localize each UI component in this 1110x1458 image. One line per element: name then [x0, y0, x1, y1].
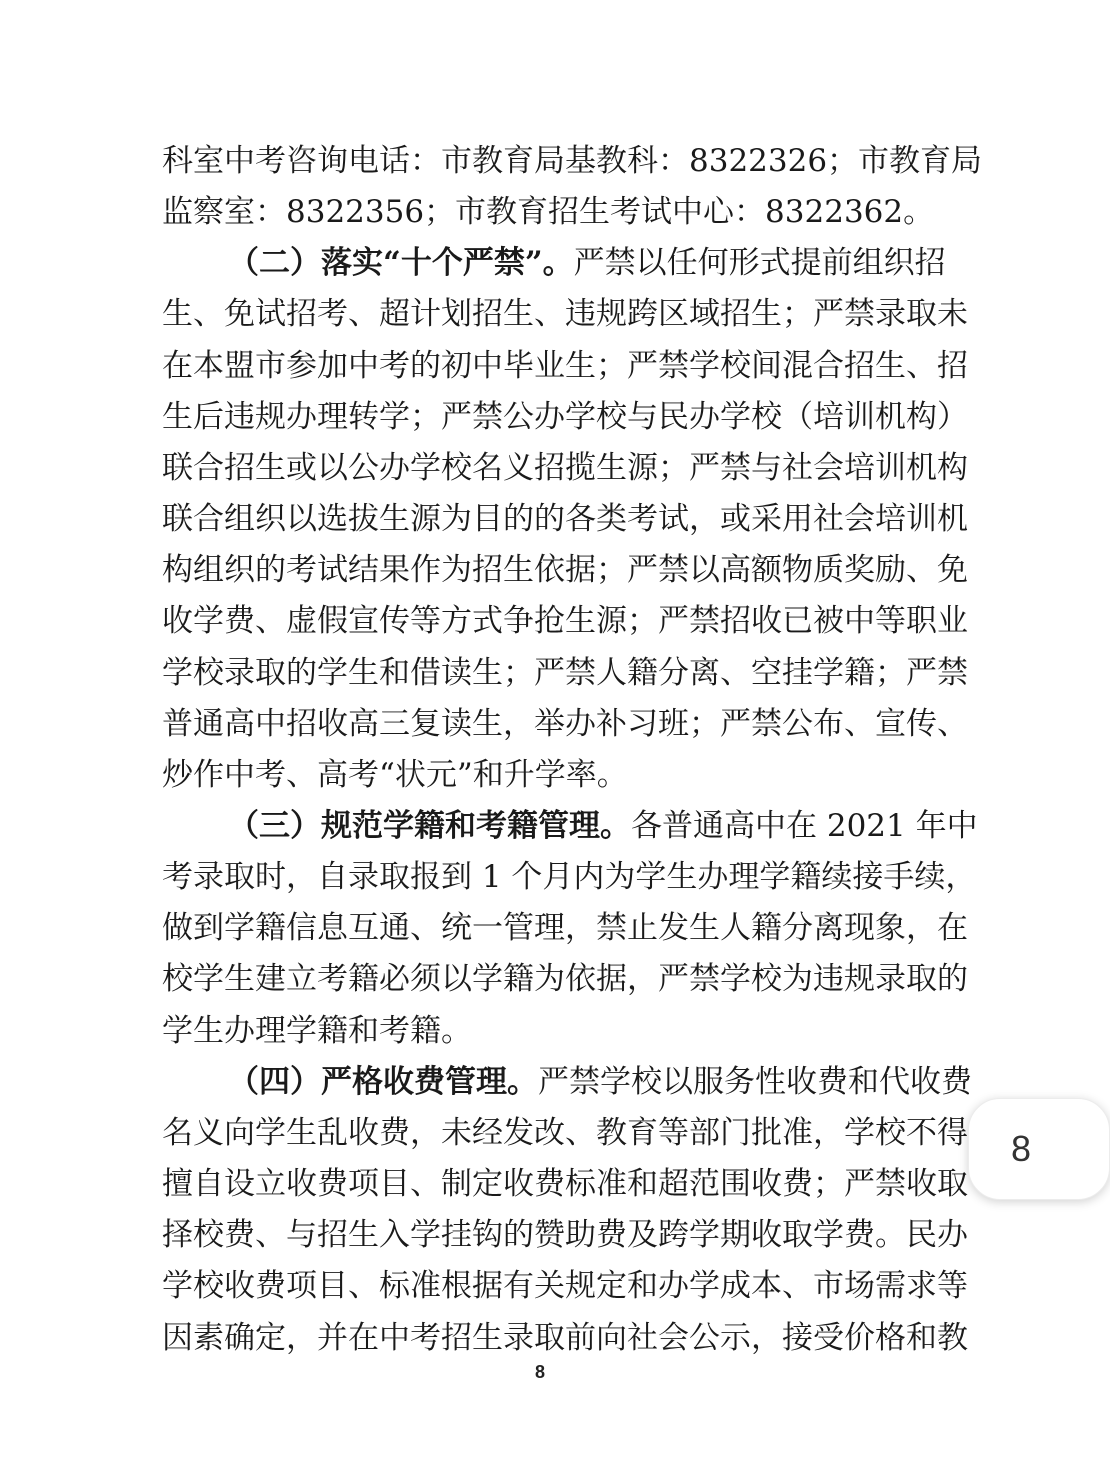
text-line — [162, 900, 968, 956]
text-line — [162, 184, 935, 240]
text-line — [162, 951, 968, 1007]
section-heading: （二）落实“十个严禁”。 — [228, 245, 574, 281]
line-text: 科室中考咨询电话：市教育局基教科：8322326；市教育局 — [162, 143, 983, 179]
line-text: 在本盟市参加中考的初中毕业生；严禁学校间混合招生、招 — [162, 348, 968, 384]
text-line — [162, 747, 910, 803]
text-line — [162, 389, 968, 445]
page-footer-number: 8 — [534, 1362, 545, 1382]
text-line — [162, 645, 968, 701]
line-text: 学校录取的学生和借读生；严禁人籍分离、空挂学籍；严禁 — [162, 655, 968, 691]
line-text: 做到学籍信息互通、统一管理，禁止发生人籍分离现象，在 — [162, 910, 968, 946]
section-heading-line — [228, 1054, 972, 1110]
text-line — [162, 542, 968, 598]
text-line — [162, 133, 983, 189]
section-heading: （三）规范学籍和考籍管理。 — [228, 808, 631, 844]
line-text: 联合招生或以公办学校名义招揽生源；严禁与社会培训机构 — [162, 450, 968, 486]
line-text: 普通高中招收高三复读生，举办补习班；严禁公布、宣传、 — [162, 706, 968, 742]
section-heading: （四）严格收费管理。 — [228, 1064, 538, 1100]
line-text: 择校费、与招生入学挂钩的赞助费及跨学期收取学费。民办 — [162, 1217, 968, 1253]
line-text: 生、免试招考、超计划招生、违规跨区域招生；严禁录取未 — [162, 296, 968, 332]
line-text: 校学生建立考籍必须以学籍为依据，严禁学校为违规录取的 — [162, 961, 968, 997]
line-text: 监察室：8322356；市教育招生考试中心：8322362。 — [162, 194, 935, 230]
text-line — [162, 1310, 968, 1366]
text-line — [162, 491, 968, 547]
line-text: 名义向学生乱收费，未经发改、教育等部门批准，学校不得 — [162, 1115, 968, 1151]
line-text: 收学费、虚假宣传等方式争抢生源；严禁招收已被中等职业 — [162, 603, 968, 639]
text-line — [162, 1003, 910, 1059]
line-text: 严禁以任何形式提前组织招 — [573, 245, 946, 281]
line-text: 构组织的考试结果作为招生依据；严禁以高额物质奖励、免 — [162, 552, 968, 588]
text-line — [162, 696, 968, 752]
text-line — [162, 440, 968, 496]
line-text: 联合组织以选拔生源为目的的各类考试，或采用社会培训机 — [162, 501, 968, 537]
text-line — [162, 1105, 968, 1161]
line-text: 考录取时，自录取报到 1 个月内为学生办理学籍续接手续， — [162, 859, 977, 895]
line-text: 生后违规办理转学；严禁公办学校与民办学校（培训机构） — [162, 399, 968, 435]
text-line — [162, 849, 977, 905]
line-text: 炒作中考、高考“状元”和升学率。 — [162, 757, 628, 793]
text-line — [162, 286, 968, 342]
section-heading-line — [228, 798, 978, 854]
line-text: 因素确定，并在中考招生录取前向社会公示，接受价格和教 — [162, 1320, 968, 1356]
line-text: 各普通高中在 2021 年中 — [631, 808, 978, 844]
text-line — [162, 593, 968, 649]
page-indicator-badge[interactable] — [968, 1098, 1110, 1200]
text-line — [162, 1207, 968, 1263]
line-text: 严禁学校以服务性收费和代收费 — [538, 1064, 972, 1100]
line-text: 学生办理学籍和考籍。 — [162, 1013, 472, 1049]
text-line — [162, 338, 968, 394]
page-indicator-number: 8 — [1010, 1128, 1032, 1169]
text-line — [162, 1258, 968, 1314]
section-heading-line — [228, 235, 946, 291]
line-text: 学校收费项目、标准根据有关规定和办学成本、市场需求等 — [162, 1268, 968, 1304]
line-text: 擅自设立收费项目、制定收费标准和超范围收费；严禁收取 — [162, 1166, 968, 1202]
text-line — [162, 1156, 968, 1212]
